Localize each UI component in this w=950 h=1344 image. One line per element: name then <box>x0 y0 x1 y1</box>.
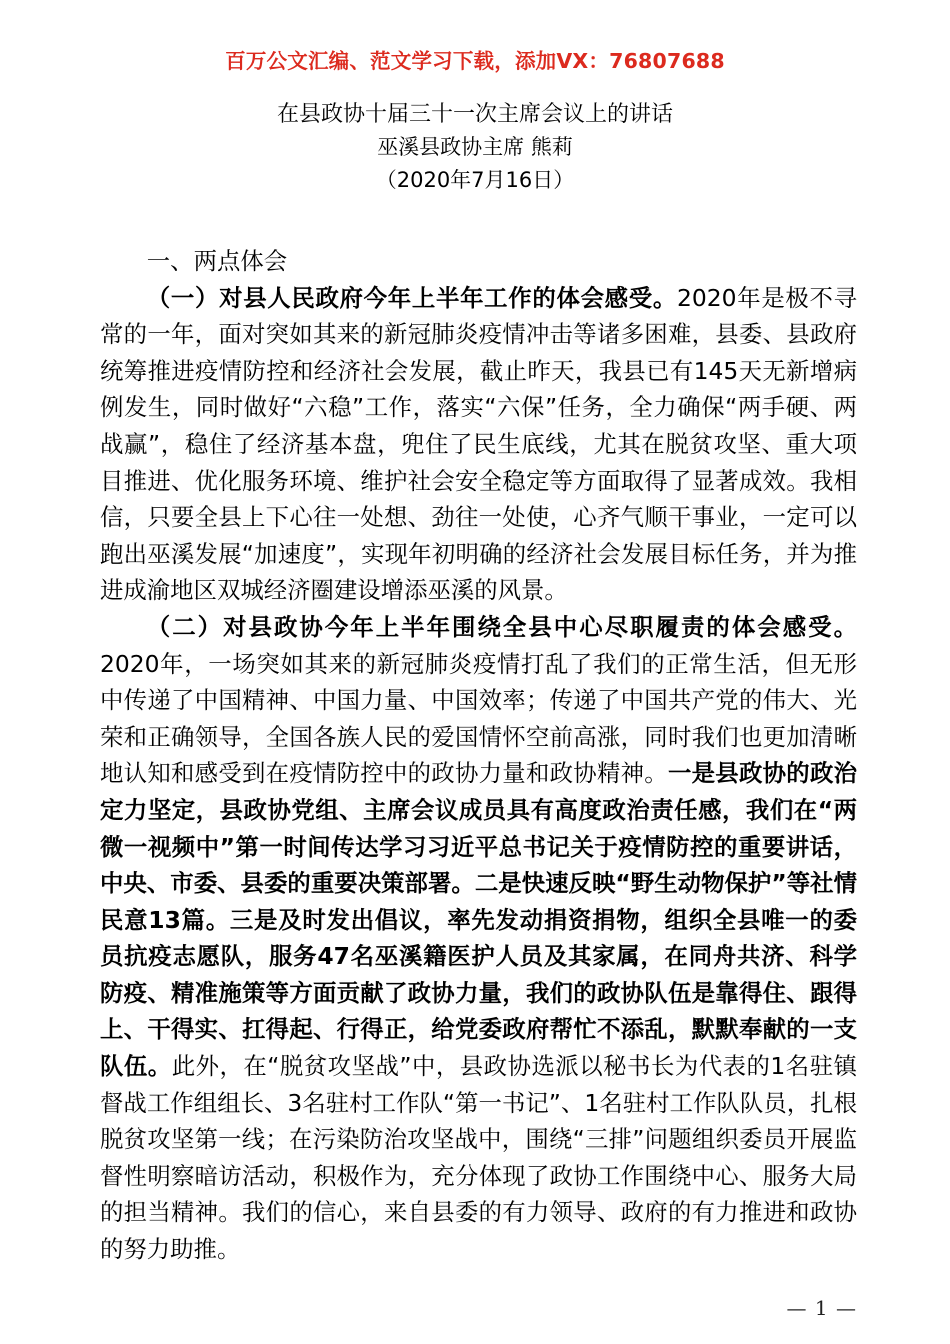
document-title: 在县政协十届三十一次主席会议上的讲话 <box>276 102 673 127</box>
promo-banner-text: 百万公文汇编、范文学习下载，添加VX：76807688 <box>225 49 725 73</box>
paragraph-two-emphasis: 一是县政协的政治定力坚定，县政协党组、主席会议成员具有高度政治责任感，我们在“两微一视频中”第一时间传达学习习近平总书记关于疫情防控的重要讲话，中央、市委、县委的重要决策部署。二是快速反映“野生动物保护”等社情民意13篇。三是及时发出倡议，率先发动捐资捐物，组织全县唯一的委员抗疫志愿队，服务47名巫溪籍医护人员及其家属，在同舟共济、科学防疫、精准施策等方面贡献了政协力量，我们的政协队伍是靠得住、跟得上、干得实、扛得起、行得正，给党委政府帮忙不添乱，默默奉献的一支队伍。 <box>100 759 858 1081</box>
paragraph-one <box>100 280 857 609</box>
paragraph-two-lead: （二）对县政协今年上半年围绕全县中心尽职履责的体会感受。 <box>146 612 857 641</box>
paragraph-one-lead: （一）对县人民政府今年上半年工作的体会感受。 <box>146 283 677 312</box>
document-speaker: 巫溪县政协主席 熊莉 <box>377 135 573 159</box>
paragraph-two <box>100 609 857 1268</box>
page-number: — 1 — <box>786 1296 857 1320</box>
document-title-block <box>0 98 950 197</box>
section-heading-one: 一、两点体会 <box>146 247 288 275</box>
paragraph-two-text-last: 此外，在“脱贫攻坚战”中，县政协选派以秘书长为代表的1名驻镇督战工作组组长、3名驻村工作队“第一书记”、1名驻村工作队队员，扎根脱贫攻坚第一线；在污染防治攻坚战中，围绕“三排”问题组织委员开展监督性明察暗访活动，积极作为，充分体现了政协工作围绕中心、服务大局的担当精神。我们的信心，来自县委的有力领导、政府的有力推进和政协的努力助推。 <box>100 1052 857 1264</box>
paragraph-one-text: 2020年是极不寻常的一年，面对突如其来的新冠肺炎疫情冲击等诸多困难，县委、县政府统筹推进疫情防控和经济社会发展，截止昨天，我县已有145天无新增病例发生，同时做好“六稳”工作，落实“六保”任务，全力确保“两手硬、两战赢”，稳住了经济基本盘，兜住了民生底线，尤其在脱贫攻坚、重大项目推进、优化服务环境、维护社会安全稳定等方面取得了显著成效。我相信，只要全县上下心往一处想、劲往一处使，心齐气顺干事业，一定可以跑出巫溪发展“加速度”，实现年初明确的经济社会发展目标任务，并为推进成渝地区双城经济圈建设增添巫溪的风景。 <box>100 283 858 605</box>
paragraph-two-text-first: 2020年，一场突如其来的新冠肺炎疫情打乱了我们的正常生活，但无形中传递了中国精神、中国力量、中国效率；传递了中国共产党的伟大、光荣和正确领导，全国各族人民的爱国情怀空前高涨，同时我们也更加清晰地认知和感受到在疫情防控中的政协力量和政协精神。 <box>100 649 857 788</box>
document-body <box>100 243 857 1268</box>
document-date: （2020年7月16日） <box>375 168 575 192</box>
